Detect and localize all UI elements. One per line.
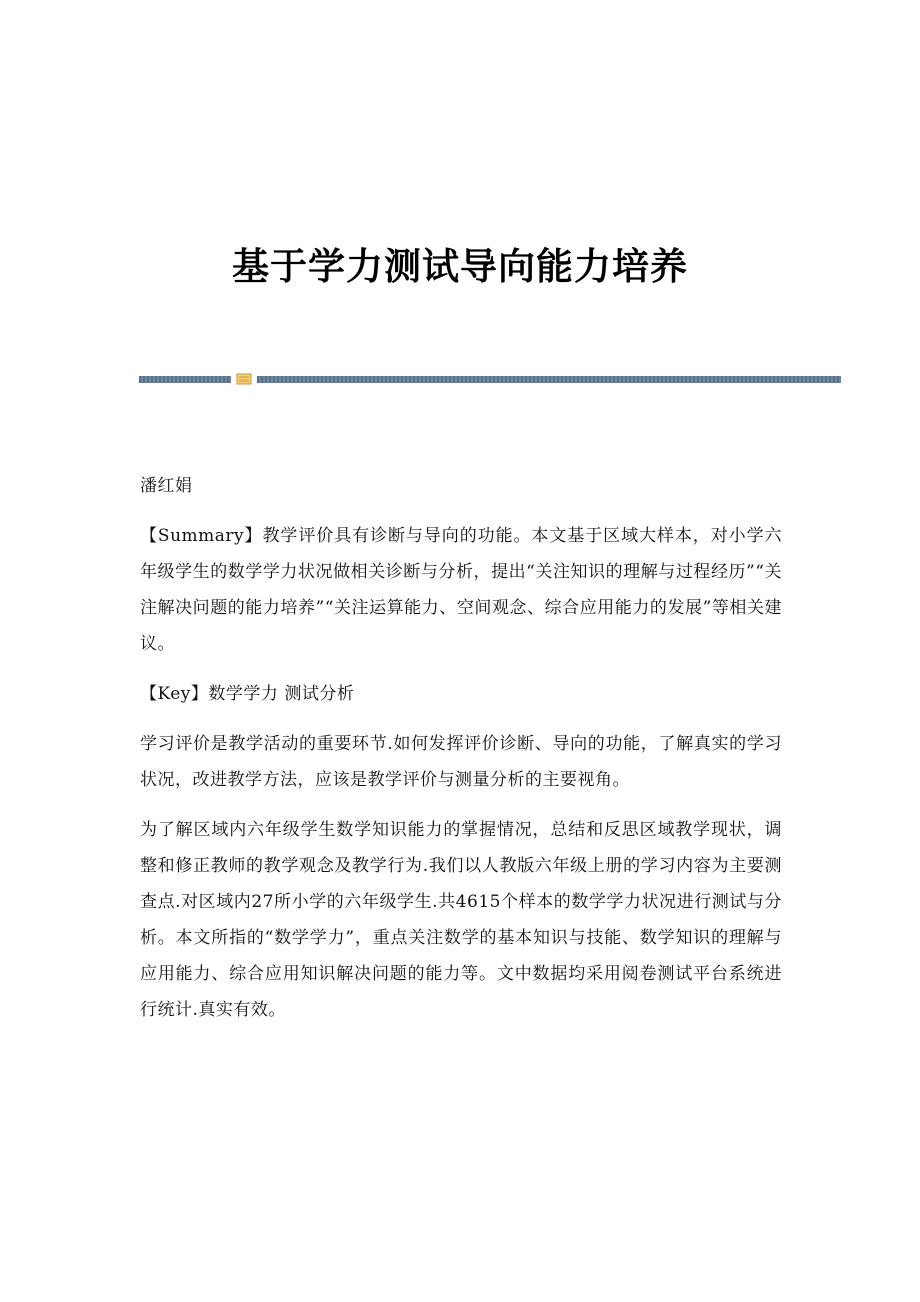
divider-bar-right [257, 376, 841, 383]
body-paragraph: 为了解区域内六年级学生数学知识能力的掌握情况，总结和反思区域教学现状，调整和修正教师的教学观念及教学行为.我们以人教版六年级上册的学习内容为主要测查点.对区域内27所小学的六年级学生.共4615个样本的数学学力状况进行测试与分析。本文所指的“数学学力”，重点关注数学的基本知识与技能、数学知识的理解与应用能力、综合应用知识解决问题的能力等。文中数据均采用阅卷测试平台系统进行统计.真实有效。 [140, 820, 782, 1020]
key-tag: 【Key】 [140, 684, 209, 704]
title-divider [139, 372, 841, 386]
document-body [140, 468, 782, 1042]
divider-bar-left [139, 376, 231, 383]
author-name: 潘红娟 [140, 476, 193, 496]
summary-paragraph [140, 518, 782, 662]
keywords-paragraph [140, 676, 782, 712]
summary-tag: 【Summary】 [140, 526, 263, 546]
divider-ornament-icon [236, 373, 252, 385]
key-text: 数学学力 测试分析 [208, 684, 355, 704]
body-paragraph: 学习评价是教学活动的重要环节.如何发挥评价诊断、导向的功能，了解真实的学习状况，改进教学方法，应该是教学评价与测量分析的主要视角。 [140, 734, 782, 790]
document-title: 基于学力测试导向能力培养 [232, 243, 688, 288]
summary-text: 教学评价具有诊断与导向的功能。本文基于区域大样本，对小学六年级学生的数学学力状况做相关诊断与分析，提出“关注知识的理解与过程经历”“关注解决问题的能力培养”“关注运算能力、空间观念、综合应用能力的发展”等相关建议。 [140, 526, 783, 654]
